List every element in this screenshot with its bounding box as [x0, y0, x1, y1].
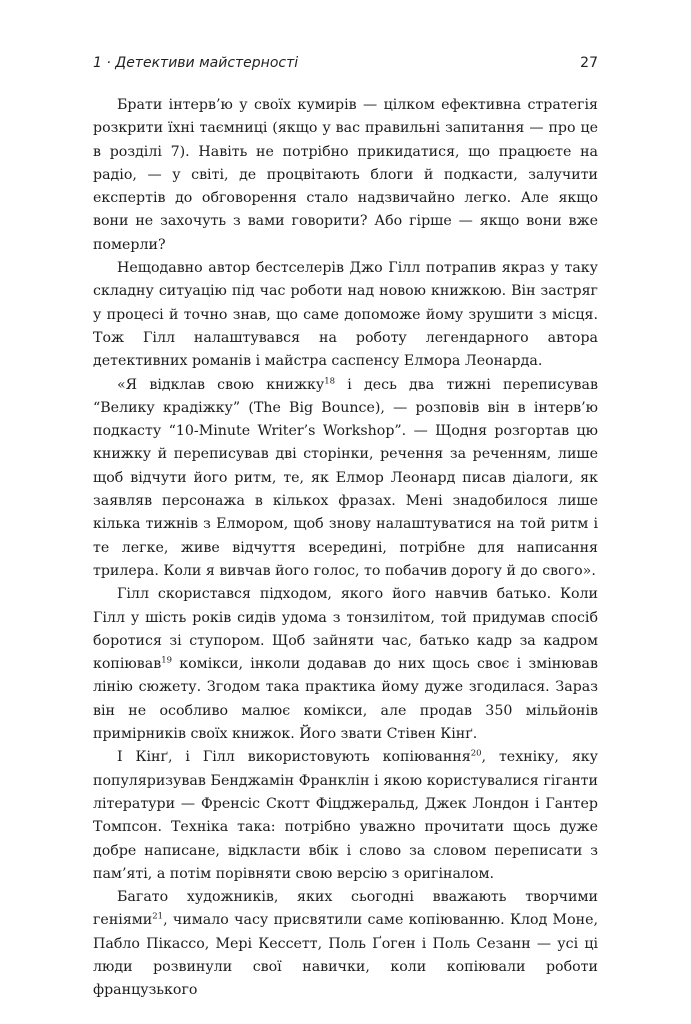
footnote-ref-18: 18 — [324, 375, 336, 386]
paragraph-3 — [93, 374, 598, 584]
paragraph-2-text: Нещодавно автор бестселерів Джо Гілл потрапив якраз у таку складну ситуацію під час роботи над новою книжкою. Він застряг у процесі й точно знав, що саме допоможе йому зрушити з місця. Тож Гілл налаштувався на роботу легендарного автора детективних романів і майстра саспенсу Елмора Леонарда. — [93, 260, 598, 370]
paragraph-6 — [93, 886, 598, 1002]
body-text — [93, 94, 598, 1003]
paragraph-6-text-after: , чимало часу присвятили саме копіюванню. Клод Моне, Пабло Пікассо, Мері Кессетт, Поль Ґоген і Поль Сезанн — усі ці люди розвинули свої навички, коли копіювали роботи французького — [93, 912, 598, 999]
paragraph-3-text-after: і десь два тижні переписував “Велику крадіжку” (The Big Bounce), — розповів він в інтерв’ю подкасту “10-Minute Writer’s Workshop”. — Щодня розгортав цю книжку й переписував дві сторінки, речення за реченням, лише щоб відчути його ритм, те, як Елмор Леонард писав діалоги, як заявляв персонажа в кількох фразах. Мені знадобилося лише кілька тижнів з Елмором, щоб знову налаштуватися на той ритм і те легке, живе відчуття всередині, потрібне для написання трилера. Коли я вивчав його голос, то побачив дорогу й до свого». — [93, 376, 598, 579]
paragraph-2 — [93, 257, 598, 373]
paragraph-4 — [93, 583, 598, 746]
paragraph-5-text-before: І Кінґ, і Гілл використовують копіювання — [117, 749, 471, 766]
footnote-ref-20: 20 — [470, 748, 482, 759]
footnote-ref-21: 21 — [152, 911, 164, 922]
chapter-title: 1 · Детективи майстерності — [93, 55, 299, 71]
paragraph-5 — [93, 746, 598, 886]
paragraph-5-text-after: , техніку, яку популяризував Бенджамін Франклін і якою користувалися гіганти літератури — Френсіс Скотт Фіцджеральд, Джек Лондон і Гантер Томпсон. Техніка така: потрібно уважно прочитати щось дуже добре написане, відкласти вбік і слово за словом переписати з пам’яті, а потім порівняти свою версію з оригіналом. — [93, 749, 598, 882]
paragraph-1 — [93, 94, 598, 257]
paragraph-6-text-before: Багато художників, яких сьогодні вважають творчими геніями — [93, 889, 598, 929]
paragraph-1-text: Брати інтерв’ю у своїх кумирів — цілком ефективна стратегія розкрити їхні таємниці (якщо у вас правильні запитання — про це в розділі 7). Навіть не потрібно прикидатися, що працюєте на радіо, — у світі, де процвітають блоги й подкасти, залучити експертів до обговорення стало надзвичайно легко. Але якщо вони не захочуть з вами говорити? Або гірше — якщо вони вже померли? — [93, 97, 598, 253]
page-number: 27 — [580, 55, 598, 71]
running-header — [93, 55, 598, 77]
paragraph-4-text-after: комікси, інколи додавав до них щось своє і змінював лінію сюжету. Згодом така практика йому дуже згодилася. Зараз він не особливо малює комікси, але продав 350 мільйонів примірників своїх книжок. Його звати Стівен Кінґ. — [93, 656, 598, 743]
paragraph-4-text-before: Гілл скористався підходом, якого його навчив батько. Коли Гілл у шість років сидів удома з тонзилітом, той придумав спосіб боротися зі ступором. Щоб зайняти час, батько кадр за кадром копіював — [93, 586, 598, 673]
paragraph-3-text-before: «Я відклав свою книжку — [117, 376, 325, 393]
footnote-ref-19: 19 — [161, 655, 173, 666]
